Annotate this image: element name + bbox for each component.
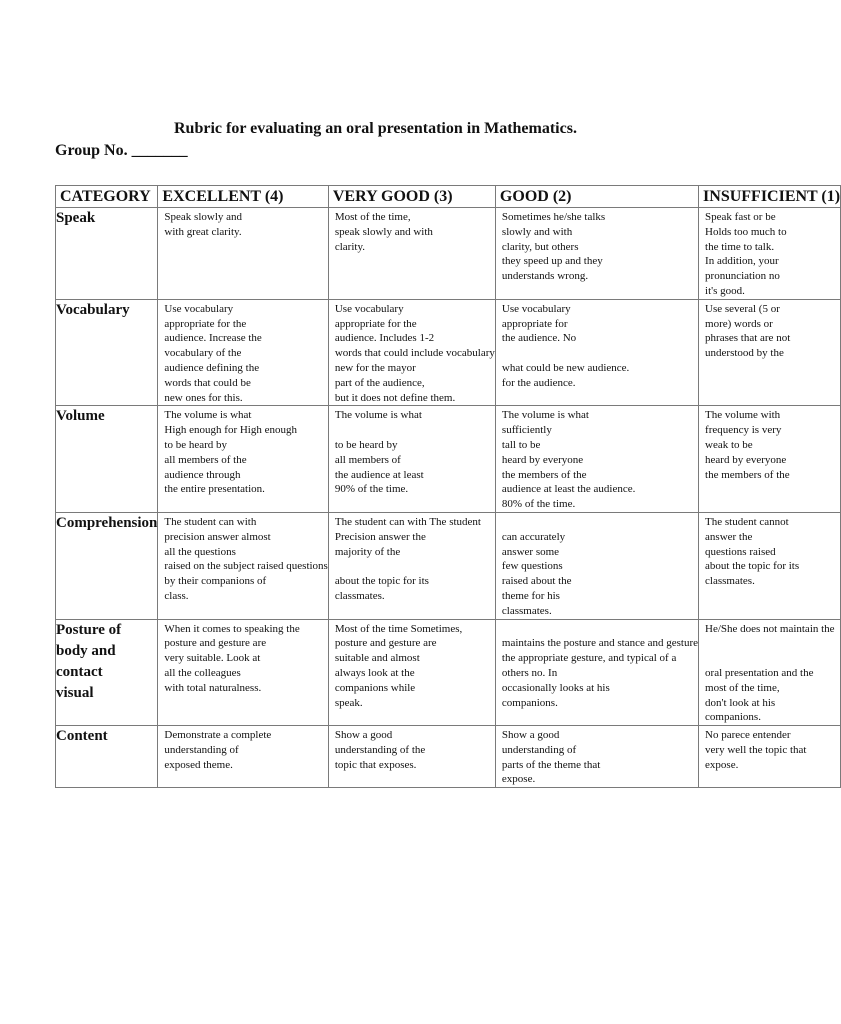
rubric-cell-excellent xyxy=(158,406,328,513)
cell-text: maintains the posture and stance and gesture the appropriate gesture, and typical of a others no. In occasionally looks at his companions. xyxy=(501,637,699,709)
rubric-cell-insufficient xyxy=(699,512,841,619)
table-row xyxy=(56,299,841,406)
rubric-cell-very-good xyxy=(328,299,495,406)
cell-text: Show a good understanding of the topic that exposes. xyxy=(334,729,426,771)
table-row xyxy=(56,726,841,788)
rubric-cell-very-good xyxy=(328,406,495,513)
header-insufficient: INSUFFICIENT (1) xyxy=(699,186,841,208)
rubric-cell-very-good xyxy=(328,512,495,619)
rubric-cell-excellent xyxy=(158,619,328,726)
header-row xyxy=(56,186,841,208)
document-title: Rubric for evaluating an oral presentation in Mathematics. xyxy=(174,120,577,137)
rubric-cell-very-good xyxy=(328,619,495,726)
category-cell: Content xyxy=(56,726,158,788)
cell-text: The student cannot answer the questions raised about the topic for its classmates. xyxy=(705,515,800,588)
rubric-cell-excellent xyxy=(158,512,328,619)
cell-text: Use vocabulary appropriate for the audience. No what could be new audience. for the audience. xyxy=(501,302,630,389)
cell-text: Demonstrate a complete understanding of exposed theme. xyxy=(164,729,272,771)
rubric-cell-excellent xyxy=(158,299,328,406)
cell-text: Use vocabulary appropriate for the audience. Increase the vocabulary of the audience defining the words that could be new ones for this. xyxy=(164,302,262,404)
category-cell: Vocabulary xyxy=(56,299,158,406)
rubric-cell-excellent xyxy=(158,208,328,300)
group-number-label: Group No. _______ xyxy=(55,142,188,159)
cell-text: Sometimes he/she talks slowly and with clarity, but others they speed up and they understands wrong. xyxy=(501,211,606,283)
rubric-cell-good xyxy=(495,512,698,619)
rubric-cell-very-good xyxy=(328,726,495,788)
rubric-cell-insufficient xyxy=(699,208,841,300)
rubric-cell-good xyxy=(495,726,698,788)
category-cell: Volume xyxy=(56,406,158,513)
cell-text: Use several (5 or more) words or phrases that are not understood by the xyxy=(705,302,791,360)
cell-text: The volume is what sufficiently tall to be heard by everyone the members of the audience at least the audience. 80% of the time. xyxy=(501,409,636,511)
rubric-cell-insufficient xyxy=(699,299,841,406)
cell-text: The student can with precision answer almost all the questions raised on the subject raised questions by their companions of class. xyxy=(164,515,328,602)
table-row xyxy=(56,406,841,513)
cell-text: Most of the time, speak slowly and with clarity. xyxy=(334,211,433,253)
header-excellent: EXCELLENT (4) xyxy=(158,186,328,208)
cell-text: The volume with frequency is very weak to be heard by everyone the members of the xyxy=(705,409,790,481)
cell-text: The volume is what to be heard by all members of the audience at least 90% of the time. xyxy=(334,409,424,496)
rubric-cell-insufficient xyxy=(699,619,841,726)
cell-text: Speak slowly and with great clarity. xyxy=(164,211,243,238)
category-cell: Posture of body and contact visual xyxy=(56,619,158,726)
cell-text: The student can with The student Precision answer the majority of the about the topic for its classmates. xyxy=(334,515,481,602)
header-very-good: VERY GOOD (3) xyxy=(328,186,495,208)
rubric-cell-good xyxy=(495,406,698,513)
table-row xyxy=(56,619,841,726)
rubric-cell-very-good xyxy=(328,208,495,300)
rubric-cell-good xyxy=(495,299,698,406)
cell-text: The volume is what High enough for High enough to be heard by all members of the audience through the entire presentation. xyxy=(164,409,297,496)
table-row xyxy=(56,512,841,619)
header-good: GOOD (2) xyxy=(495,186,698,208)
cell-text: can accurately answer some few questions raised about the theme for his classmates. xyxy=(501,530,572,617)
cell-text: Show a good understanding of parts of the theme that expose. xyxy=(501,729,601,786)
table-row xyxy=(56,208,841,300)
rubric-cell-good xyxy=(495,208,698,300)
rubric-cell-insufficient xyxy=(699,406,841,513)
cell-text: Use vocabulary appropriate for the audience. Includes 1-2 words that could include vocabulary new for the mayor part of the audience, but it does not define them. xyxy=(334,302,495,404)
cell-text: Speak fast or be Holds too much to the time to talk. In addition, your pronunciation no it's good. xyxy=(705,211,787,297)
rubric-cell-good xyxy=(495,619,698,726)
category-cell: Comprehension xyxy=(56,512,158,619)
cell-text: When it comes to speaking the posture and gesture are very suitable. Look at all the colleagues with total naturalness. xyxy=(164,622,300,694)
rubric-table xyxy=(55,185,841,788)
rubric-cell-insufficient xyxy=(699,726,841,788)
cell-text: He/She does not maintain the oral presentation and the most of the time, don't look at his companions. xyxy=(705,622,835,724)
cell-text: No parece entender very well the topic that expose. xyxy=(705,729,807,771)
cell-text: Most of the time Sometimes, posture and gesture are suitable and almost always look at the companions while speak. xyxy=(334,622,463,709)
rubric-cell-excellent xyxy=(158,726,328,788)
header-category: CATEGORY xyxy=(56,186,158,208)
category-cell: Speak xyxy=(56,208,158,300)
